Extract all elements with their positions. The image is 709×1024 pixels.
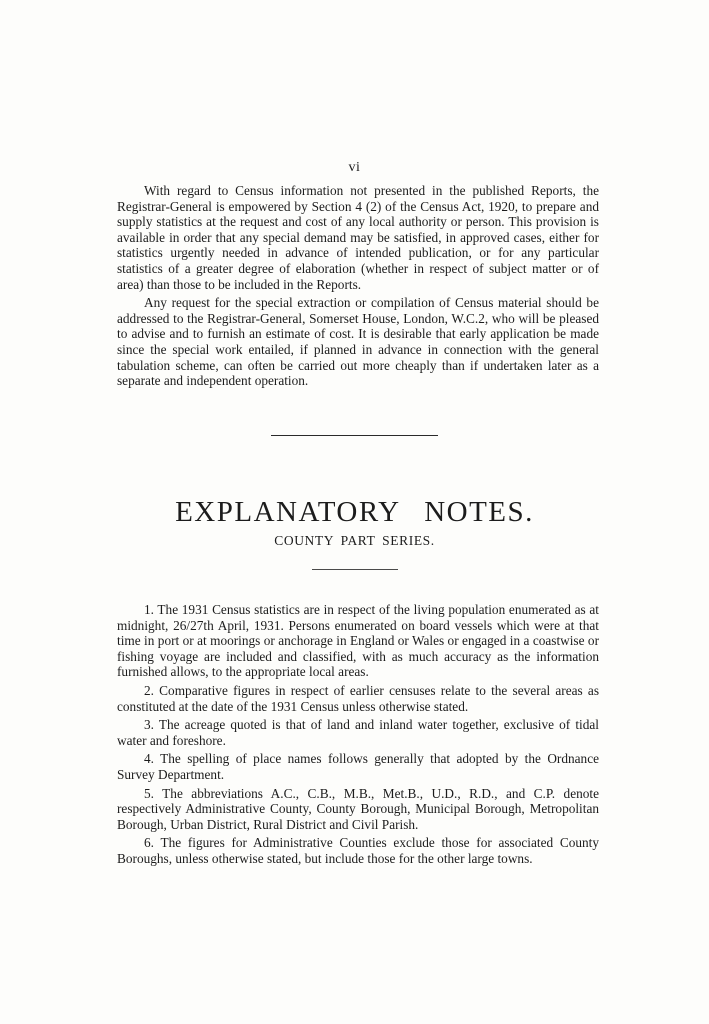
note-item: 6. The figures for Administrative Counties exclude those for associated County Boroughs, unless otherwise stated, but include those for the other large towns. [117, 835, 599, 866]
page-number: vi [348, 160, 361, 175]
note-item: 3. The acreage quoted is that of land and inland water together, exclusive of tidal water and foreshore. [117, 717, 599, 748]
note-item: 5. The abbreviations A.C., C.B., M.B., Met.B., U.D., R.D., and C.P. denote respectively Administrative County, County Borough, Municipal Borough, Metropolitan Borough, Urban District, Rural District and Civil Parish. [117, 785, 599, 832]
page-subtitle: COUNTY PART SERIES. [274, 533, 435, 548]
preface-section [117, 183, 599, 392]
preface-paragraph: Any request for the special extraction or compilation of Census material should be addressed to the Registrar-General, Somerset House, London, W.C.2, who will be pleased to advise and to furnish an estimate of cost. It is desirable that early application be made since the special work entailed, if planned in advance in connection with the general tabulation scheme, can often be carried out more cheaply than if undertaken later as a separate and independent operation. [117, 295, 599, 389]
note-item: 1. The 1931 Census statistics are in respect of the living population enumerated as at midnight, 26/27th April, 1931. Persons enumerated on board vessels which were at that time in port or at moorings or anchorage in England or Wales or engaged in a coastwise or fishing voyage are included and classified, with as much accuracy as the information furnished allows, to the appropriate local areas. [117, 602, 599, 680]
note-item: 2. Comparative figures in respect of earlier censuses relate to the several areas as constituted at the date of the 1931 Census unless otherwise stated. [117, 682, 599, 714]
section-divider [271, 435, 438, 436]
title-divider [312, 569, 398, 570]
notes-list [117, 602, 599, 870]
page-title: EXPLANATORY NOTES. [175, 496, 534, 528]
note-item: 4. The spelling of place names follows generally that adopted by the Ordnance Survey Department. [117, 751, 599, 782]
preface-paragraph: With regard to Census information not presented in the published Reports, the Registrar-General is empowered by Section 4 (2) of the Census Act, 1920, to prepare and supply statistics at the request and cost of any local authority or person. This provision is available in order that any special demand may be satisfied, in approved cases, either for statistics urgently needed in advance of intended publication, or for any particular statistics of a greater degree of elaboration (whether in respect of subject matter or of area) than those to be included in the Reports. [117, 183, 599, 292]
